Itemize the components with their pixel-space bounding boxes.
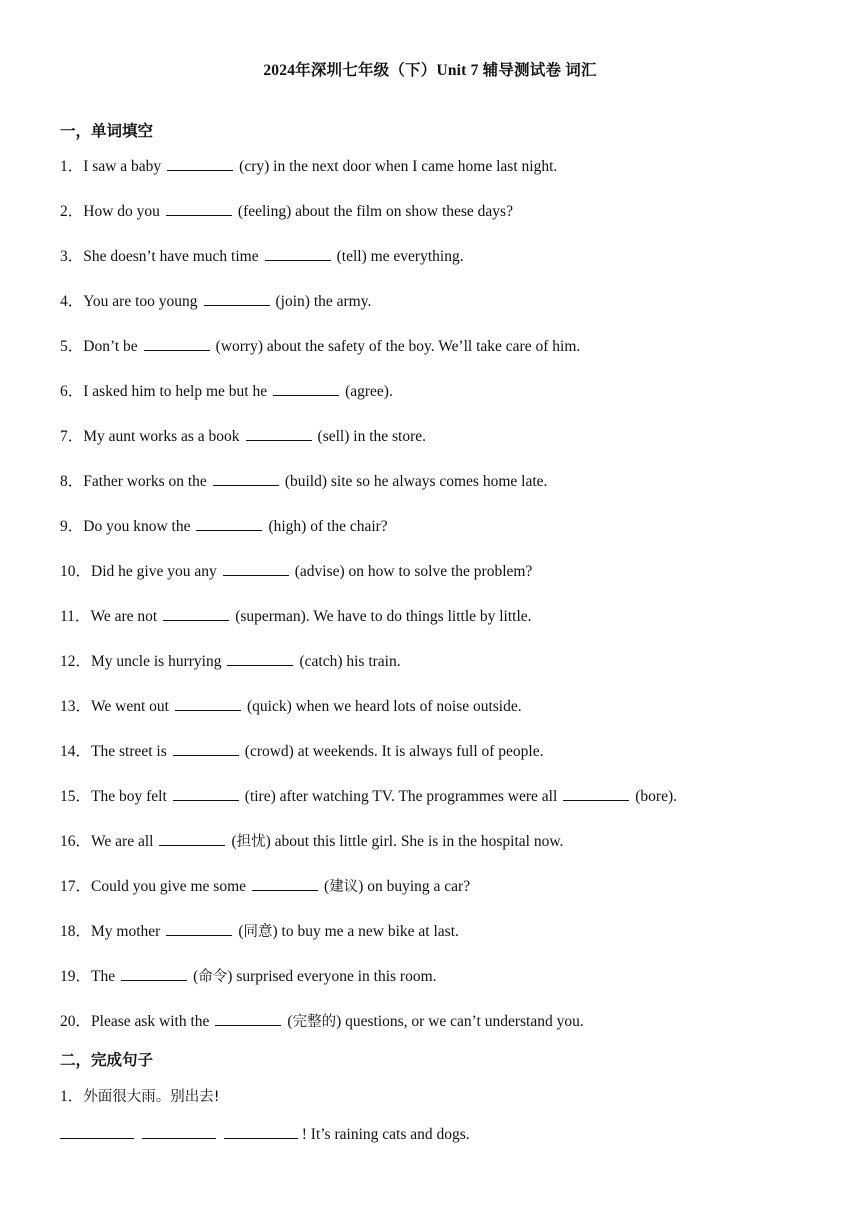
section-heading-complete-sentences: 二，完成句子 — [60, 1051, 154, 1069]
sentence-1-prompt — [60, 1087, 220, 1107]
question-text-before: The — [91, 968, 116, 985]
question-7 — [60, 426, 426, 447]
question-number: 4． — [60, 293, 84, 310]
question-text-before: I saw a baby — [83, 158, 162, 175]
question-text-after: about this little girl. She is in the hospital now. — [274, 833, 564, 850]
question-text-before: I asked him to help me but he — [83, 383, 268, 400]
question-2 — [60, 201, 513, 222]
question-19: 19．The (命令) surprised everyone in this room. — [60, 968, 437, 985]
question-text-before: Father works on the — [83, 473, 207, 490]
question-text-after: (catch) his train. — [299, 653, 401, 670]
answer-blank[interactable] — [144, 336, 210, 351]
question-number: 15． — [60, 788, 92, 805]
question-number: 10． — [60, 563, 92, 580]
question-number: 11． — [60, 608, 91, 625]
question-text-after: questions, or we can’t understand you. — [345, 1013, 584, 1030]
question-text-before: The street is — [91, 743, 167, 760]
question-8 — [60, 471, 547, 492]
question-number: 17． — [60, 878, 92, 895]
answer-blank[interactable] — [215, 1011, 281, 1026]
question-number: 7． — [60, 428, 84, 445]
question-16: 16．We are all (担忧) about this little girl. She is in the hospital now. — [60, 833, 564, 850]
answer-blank[interactable] — [213, 471, 279, 486]
answer-blank[interactable] — [142, 1124, 216, 1139]
answer-blank[interactable] — [60, 1124, 134, 1139]
question-text-after: (cry) in the next door when I came home last night. — [239, 158, 558, 175]
question-text-before: How do you — [83, 203, 160, 220]
question-number: 19． — [60, 968, 92, 985]
question-15 — [60, 786, 677, 807]
question-text-before: Please ask with the — [91, 1013, 210, 1030]
question-text-after: (advise) on how to solve the problem? — [294, 563, 533, 580]
answer-blank[interactable] — [166, 921, 232, 936]
question-text-after: surprised everyone in this room. — [236, 968, 437, 985]
question-number: 8． — [60, 473, 84, 490]
answer-blank[interactable] — [223, 561, 289, 576]
question-text-before: You are too young — [83, 293, 198, 310]
question-number: 12． — [60, 653, 92, 670]
question-text-after: (tell) me everything. — [336, 248, 464, 265]
answer-blank[interactable] — [196, 516, 262, 531]
question-number: 13． — [60, 698, 92, 715]
question-text-after: to buy me a new bike at last. — [281, 923, 459, 940]
question-3 — [60, 246, 464, 267]
answer-blank[interactable] — [173, 786, 239, 801]
question-number: 16． — [60, 833, 92, 850]
question-17: 17．Could you give me some (建议) on buying a car? — [60, 878, 471, 895]
question-text-after: (bore). — [635, 788, 677, 805]
answer-blank[interactable] — [265, 246, 331, 261]
answer-blank[interactable] — [159, 831, 225, 846]
question-number: 1． — [60, 158, 84, 175]
question-4 — [60, 291, 371, 312]
question-text-before: My mother — [91, 923, 161, 940]
question-number: 20． — [60, 1013, 92, 1030]
section-heading-word-fill: 一，单词填空 — [60, 122, 154, 140]
question-text-before: We are not — [90, 608, 158, 625]
question-text-after: (agree). — [345, 383, 393, 400]
sentence-1-answer-line — [60, 1124, 470, 1144]
question-text-after: (sell) in the store. — [317, 428, 427, 445]
chinese-hint: 同意 — [243, 924, 273, 940]
question-text-after: (feeling) about the film on show these days? — [237, 203, 513, 220]
chinese-hint: 命令 — [198, 969, 228, 985]
question-text-after: on buying a car? — [367, 878, 471, 895]
question-text-before: Do you know the — [83, 518, 191, 535]
answer-blank[interactable] — [163, 606, 229, 621]
question-number: 14． — [60, 743, 92, 760]
question-text-after: (build) site so he always comes home late. — [284, 473, 548, 490]
question-text-before: Did he give you any — [91, 563, 217, 580]
question-text-before: Don’t be — [83, 338, 138, 355]
question-number: 6． — [60, 383, 84, 400]
answer-blank[interactable] — [252, 876, 318, 891]
answer-blank[interactable] — [121, 966, 187, 981]
question-number: 3． — [60, 248, 84, 265]
question-text-after: (crowd) at weekends. It is always full of people. — [244, 743, 544, 760]
answer-blank[interactable] — [167, 156, 233, 171]
answer-blank[interactable] — [166, 201, 232, 216]
question-number: 1． — [60, 1088, 84, 1105]
question-number: 18． — [60, 923, 92, 940]
answer-blank[interactable] — [173, 741, 239, 756]
question-text-after: (high) of the chair? — [268, 518, 388, 535]
question-text-before: The boy felt — [91, 788, 167, 805]
answer-blank[interactable] — [273, 381, 339, 396]
question-1 — [60, 156, 557, 177]
chinese-hint: 完整的 — [292, 1014, 337, 1030]
question-text-before: She doesn’t have much time — [83, 248, 259, 265]
answer-blank[interactable] — [224, 1124, 298, 1139]
question-6 — [60, 381, 393, 402]
chinese-hint: 担忧 — [236, 834, 266, 850]
question-number: 2． — [60, 203, 84, 220]
question-text-before: We are all — [91, 833, 154, 850]
chinese-hint: 建议 — [329, 879, 359, 895]
question-number: 5． — [60, 338, 84, 355]
question-text-before: My aunt works as a book — [83, 428, 240, 445]
question-text-after: (quick) when we heard lots of noise outside. — [246, 698, 522, 715]
answer-blank[interactable] — [227, 651, 293, 666]
chinese-prompt: 外面很大雨。别出去! — [83, 1089, 220, 1105]
question-10 — [60, 561, 532, 582]
answer-blank[interactable] — [563, 786, 629, 801]
sentence-1-english-tail: ! It’s raining cats and dogs. — [301, 1126, 470, 1143]
question-11 — [60, 606, 532, 627]
question-number: 9． — [60, 518, 84, 535]
question-5 — [60, 336, 580, 357]
question-13 — [60, 696, 522, 717]
question-text-after: (worry) about the safety of the boy. We’ll take care of him. — [215, 338, 581, 355]
answer-blank[interactable] — [204, 291, 270, 306]
question-14 — [60, 741, 544, 762]
question-text-before: Could you give me some — [91, 878, 247, 895]
question-20: 20．Please ask with the (完整的) questions, or we can’t understand you. — [60, 1013, 584, 1030]
question-9 — [60, 516, 388, 537]
question-text-before: We went out — [91, 698, 169, 715]
page-title: 2024年深圳七年级（下）Unit 7 辅导测试卷 词汇 — [263, 62, 597, 79]
question-18: 18．My mother (同意) to buy me a new bike at last. — [60, 923, 459, 940]
question-text-before: My uncle is hurrying — [91, 653, 222, 670]
question-12 — [60, 651, 401, 672]
answer-blank[interactable] — [175, 696, 241, 711]
answer-blank[interactable] — [246, 426, 312, 441]
question-text-after: (superman). We have to do things little by little. — [235, 608, 532, 625]
question-text-after: (join) the army. — [275, 293, 372, 310]
question-text-middle: (tire) after watching TV. The programmes were all — [244, 788, 558, 805]
